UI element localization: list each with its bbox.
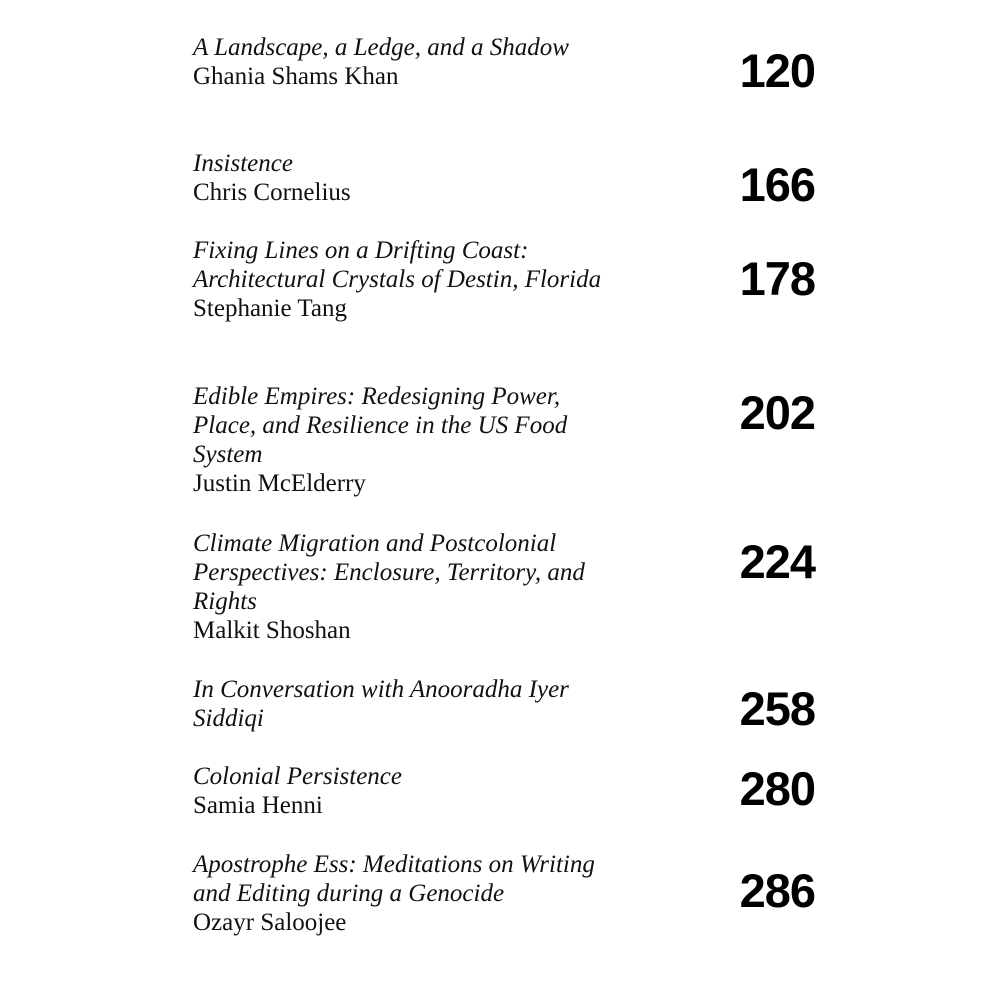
entry-title: Apostrophe Ess: Meditations on Writing and Editing during a Genocide [193,851,595,907]
entry-page-number: 224 [739,535,815,588]
entry-title: Fixing Lines on a Drifting Coast: Architectural Crystals of Destin, Florida [193,237,602,293]
entry-page-number: 258 [739,682,815,735]
entry-title: Colonial Persistence [193,763,402,790]
entry-author: Malkit Shoshan [193,617,351,644]
entry-title: Climate Migration and Postcolonial Perspectives: Enclosure, Territory, and Rights [193,530,585,615]
toc-entry [193,33,833,91]
toc-entry [193,236,833,323]
entry-title: Edible Empires: Redesigning Power, Place, and Resilience in the US Food System [193,383,568,468]
entry-title: A Landscape, a Ledge, and a Shadow [193,34,569,61]
entry-author: Stephanie Tang [193,295,348,322]
entry-author: Ghania Shams Khan [193,63,399,90]
entry-page-number: 202 [739,386,815,439]
entry-author: Justin McElderry [193,470,366,497]
toc-entry [193,382,833,498]
toc-entry [193,149,833,207]
entry-title: In Conversation with Anooradha Iyer Siddiqi [193,676,569,732]
toc-entry [193,529,833,645]
toc-entry [193,762,833,820]
toc-entry [193,850,833,937]
entry-page-number: 178 [739,252,815,305]
entry-page-number: 166 [739,158,815,211]
entry-title: Insistence [193,150,293,177]
entry-page-number: 120 [739,44,815,97]
entry-author: Chris Cornelius [193,179,351,206]
entry-page-number: 280 [739,762,815,815]
entry-page-number: 286 [739,864,815,917]
entry-author: Samia Henni [193,792,323,819]
toc-entry [193,675,833,733]
entry-author: Ozayr Saloojee [193,909,347,936]
